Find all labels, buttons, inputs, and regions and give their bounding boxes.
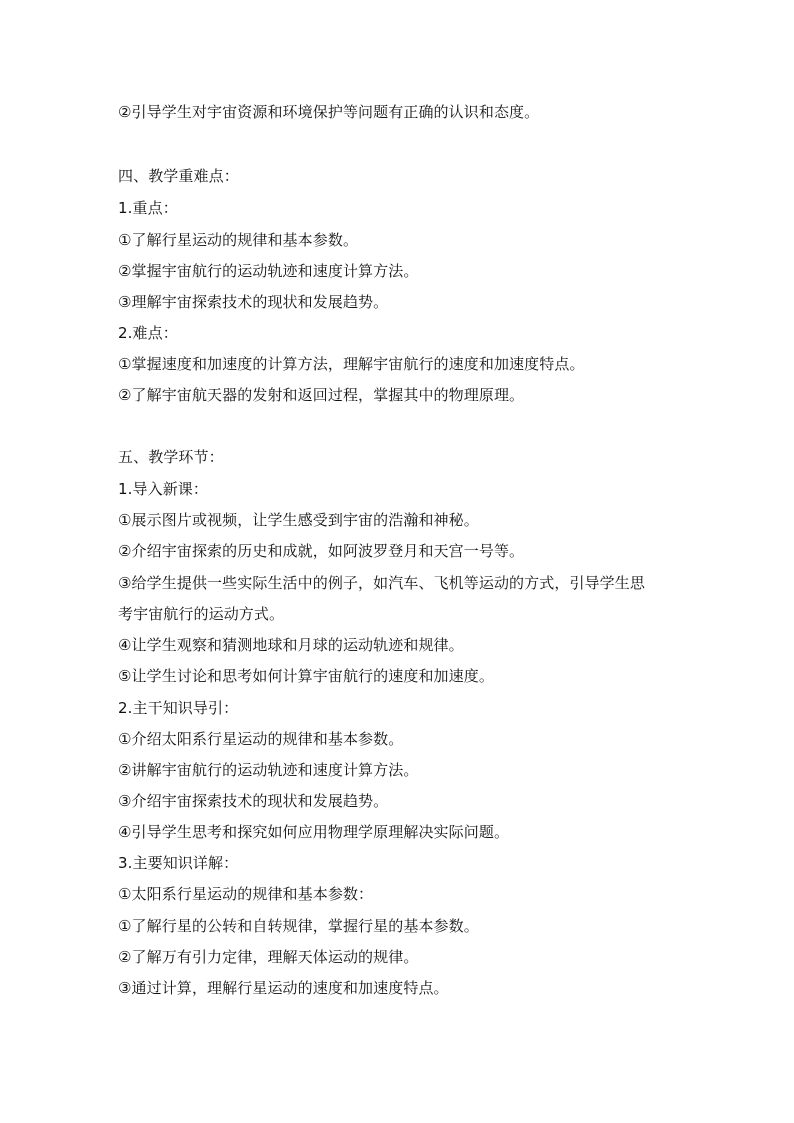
- text-line: ②了解万有引力定律，理解天体运动的规律。: [118, 948, 419, 966]
- subsection-heading: 2.难点：: [118, 324, 178, 342]
- text-line: ①掌握速度和加速度的计算方法，理解宇宙航行的速度和加速度特点。: [118, 355, 585, 373]
- text-line: ②讲解宇宙航行的运动轨迹和速度计算方法。: [118, 761, 419, 779]
- subsection-heading: 1.导入新课：: [118, 480, 209, 498]
- text-line: ④让学生观察和猜测地球和月球的运动轨迹和规律。: [118, 636, 464, 654]
- text-line: ②掌握宇宙航行的运动轨迹和速度计算方法。: [118, 262, 419, 280]
- text-line: ③通过计算，理解行星运动的速度和加速度特点。: [118, 979, 449, 997]
- section-heading: 四、教学重难点：: [118, 167, 239, 185]
- text-line: ④引导学生思考和探究如何应用物理学原理解决实际问题。: [118, 823, 510, 841]
- text-line: ②了解宇宙航天器的发射和返回过程，掌握其中的物理原理。: [118, 386, 525, 404]
- text-line: ①了解行星运动的规律和基本参数。: [118, 231, 359, 249]
- section-heading: 五、教学环节：: [118, 448, 224, 466]
- text-line: ①太阳系行星运动的规律和基本参数：: [118, 885, 374, 903]
- subsection-heading: 2.主干知识导引：: [118, 699, 239, 717]
- text-line: ②引导学生对宇宙资源和环境保护等问题有正确的认识和态度。: [118, 103, 540, 121]
- text-line: ③给学生提供一些实际生活中的例子，如汽车、飞机等运动的方式，引导学生思: [118, 574, 645, 592]
- text-line: ③介绍宇宙探索技术的现状和发展趋势。: [118, 792, 389, 810]
- text-line: ①展示图片或视频，让学生感受到宇宙的浩瀚和神秘。: [118, 511, 479, 529]
- text-line: 考宇宙航行的运动方式。: [118, 605, 285, 623]
- subsection-heading: 1.重点：: [118, 199, 178, 217]
- text-line: ③理解宇宙探索技术的现状和发展趋势。: [118, 293, 389, 311]
- text-line: ②介绍宇宙探索的历史和成就，如阿波罗登月和天宫一号等。: [118, 542, 525, 560]
- text-line: ⑤让学生讨论和思考如何计算宇宙航行的速度和加速度。: [118, 667, 494, 685]
- text-line: ①了解行星的公转和自转规律，掌握行星的基本参数。: [118, 917, 479, 935]
- subsection-heading: 3.主要知识详解：: [118, 854, 239, 872]
- text-line: ①介绍太阳系行星运动的规律和基本参数。: [118, 730, 404, 748]
